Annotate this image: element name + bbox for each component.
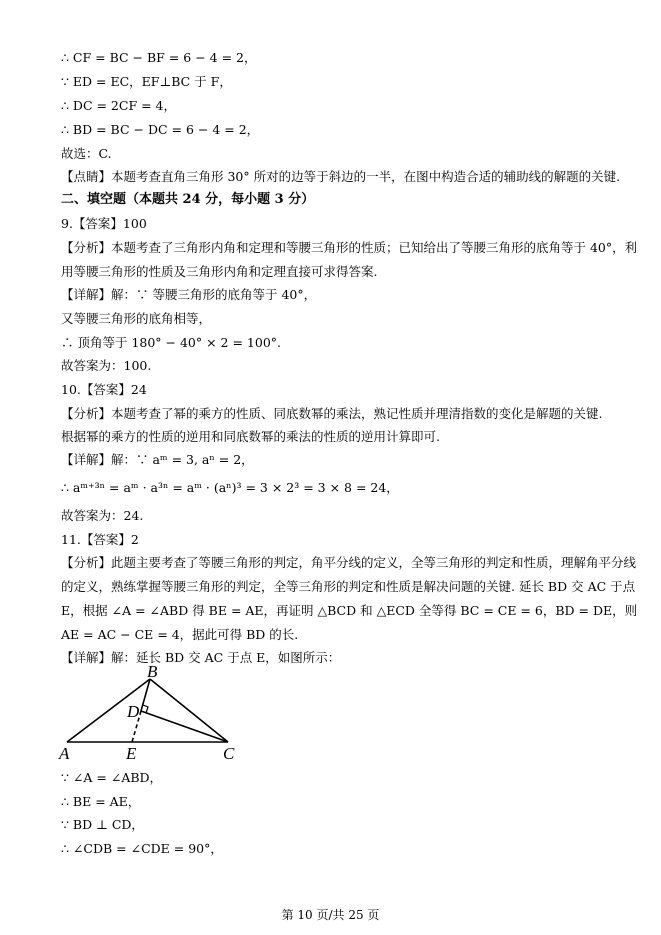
analysis-11: 【分析】此题主要考查了等腰三角形的判定，角平分线的定义，全等三角形的判定和性质，理解角平分线	[61, 555, 637, 570]
text-line: ∴ BE = AE，	[61, 794, 141, 809]
text-line: AE = AC − CE = 4，据此可得 BD 的长.	[61, 627, 299, 642]
text-line: ∵ ED = EC，EF⊥BC 于 F，	[61, 74, 232, 89]
text-line: ∴ CF = BC − BF = 6 − 4 = 2，	[61, 50, 257, 65]
analysis-10: 【分析】本题考查了幂的乘方的性质、同底数幂的乘法，熟记性质并理清指数的变化是解题的关键.	[61, 406, 603, 421]
text-line: 故答案为：24.	[61, 508, 144, 523]
section-heading: 二、填空题（本题共 24 分，每小题 3 分）	[61, 192, 315, 207]
label-a: A	[59, 744, 70, 763]
label-e: E	[126, 744, 137, 763]
text-line: 故答案为：100.	[61, 358, 152, 373]
label-d: D	[127, 702, 140, 721]
solution-11: 【详解】解：延长 BD 交 AC 于点 E，如图所示：	[61, 650, 341, 665]
text-line: ∴ BD = BC − DC = 6 − 4 = 2，	[61, 122, 260, 137]
segment-bc	[150, 679, 228, 742]
text-line: ∴ DC = 2CF = 4，	[61, 98, 176, 113]
analysis-9: 【分析】本题考查了三角形内角和定理和等腰三角形的性质；已知给出了等腰三角形的底角等于 40°，利	[61, 240, 638, 255]
solution-10: 【详解】解：∵ aᵐ = 3, aⁿ = 2，	[61, 452, 254, 467]
text-line: E，根据 ∠A = ∠ABD 得 BE = AE，再证明 △BCD 和 △ECD 全等得 BC = CE = 6，BD = DE，则	[61, 603, 638, 618]
triangle-figure	[55, 665, 245, 765]
text-line: ∴ ∠CDB = ∠CDE = 90°，	[61, 841, 223, 856]
text-line: 故选：C.	[61, 146, 112, 161]
text-line: 用等腰三角形的性质及三角形内角和定理直接可求得答案.	[61, 264, 378, 279]
remark-line: 【点睛】本题考查直角三角形 30° 所对的边等于斜边的一半，在图中构造合适的辅助线的解题的关键.	[61, 169, 621, 184]
label-b: B	[147, 665, 158, 681]
text-line: ∴ aᵐ⁺³ⁿ = aᵐ · a³ⁿ = aᵐ · (aⁿ)³ = 3 × 2³ = 3 × 8 = 24，	[61, 480, 399, 495]
text-line: ∴ 顶角等于 180° − 40° × 2 = 100°.	[61, 335, 282, 350]
text-line: ∵ ∠A = ∠ABD，	[61, 770, 163, 785]
solution-9: 【详解】解：∵ 等腰三角形的底角等于 40°，	[61, 287, 317, 302]
text-line: ∵ BD ⊥ CD，	[61, 817, 144, 832]
segment-dc	[141, 711, 228, 742]
answer-9: 9.【答案】100	[61, 216, 147, 231]
answer-10: 10.【答案】24	[61, 382, 147, 397]
page-footer: 第 10 页/共 25 页	[281, 908, 380, 922]
text-line: 根据幂的乘方的性质的逆用和同底数幂的乘法的性质的逆用计算即可.	[61, 429, 440, 444]
text-line: 的定义，熟练掌握等腰三角形的判定，全等三角形的判定和性质是解决问题的关键. 延长 BD 交 AC 于点	[61, 579, 636, 594]
label-c: C	[223, 744, 235, 763]
text-line: 又等腰三角形的底角相等，	[61, 311, 212, 326]
answer-11: 11.【答案】2	[61, 532, 139, 547]
